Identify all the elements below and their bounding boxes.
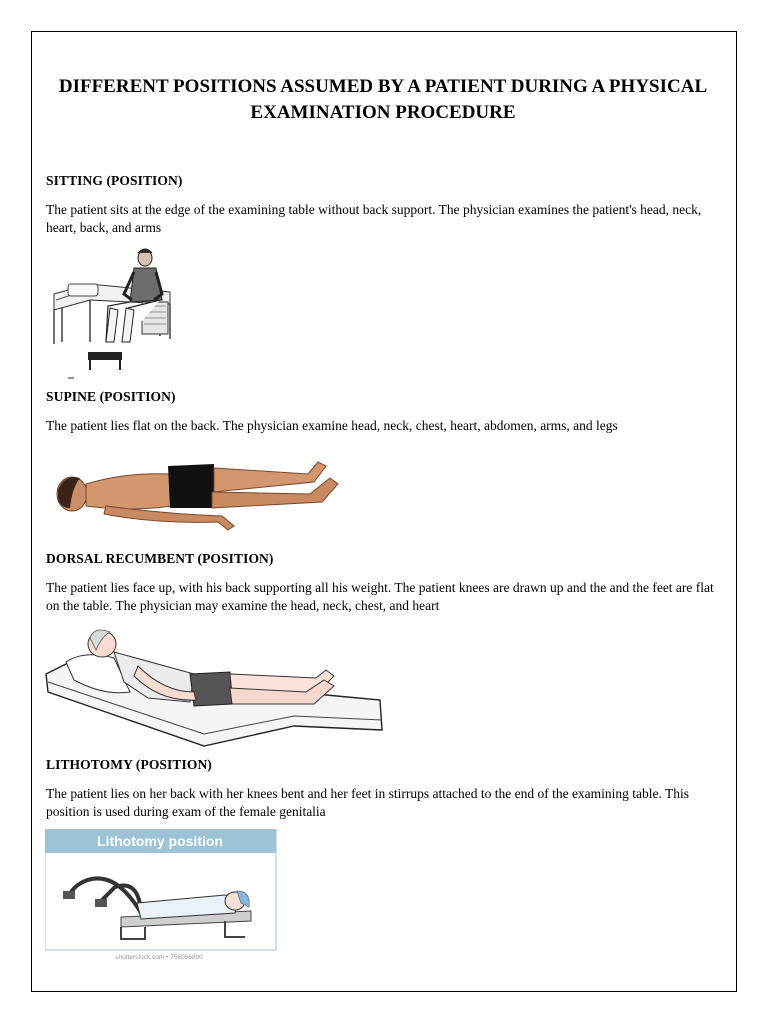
section-heading-lithotomy: LITHOTOMY (POSITION) <box>46 757 212 772</box>
supine-position-illustration <box>46 448 350 540</box>
section-heading-dorsal-recumbent: DORSAL RECUMBENT (POSITION) <box>46 551 274 566</box>
section-text-sitting: The patient sits at the edge of the examining table without back support. The physician examines the patient's head, neck, heart, back, and arms <box>46 202 702 235</box>
lithotomy-position-illustration <box>45 829 277 961</box>
document-title: DIFFERENT POSITIONS ASSUMED BY A PATIENT DURING A PHYSICAL EXAMINATION PROCEDURE <box>58 76 708 123</box>
section-text-dorsal-recumbent: The patient lies face up, with his back supporting all his weight. The patient knees are drawn up and the and the feet are flat on the table. The physician may examine the head, neck, chest, and heart <box>46 580 714 613</box>
lithotomy-banner-label: Lithotomy position <box>97 833 223 849</box>
section-text-lithotomy: The patient lies on her back with her knees bent and her feet in stirrups attached to the end of the examining table. This position is used during exam of the female genitalia <box>46 786 690 819</box>
sitting-position-illustration <box>50 244 175 380</box>
lithotomy-watermark: shutterstock.com • 756056890 <box>115 954 203 961</box>
section-heading-sitting: SITTING (POSITION) <box>46 173 183 188</box>
section-text-supine: The patient lies flat on the back. The physician examine head, neck, chest, heart, abdomen, arms, and legs <box>46 418 618 433</box>
section-heading-supine: SUPINE (POSITION) <box>46 389 176 404</box>
dorsal-recumbent-position-illustration <box>44 622 386 748</box>
